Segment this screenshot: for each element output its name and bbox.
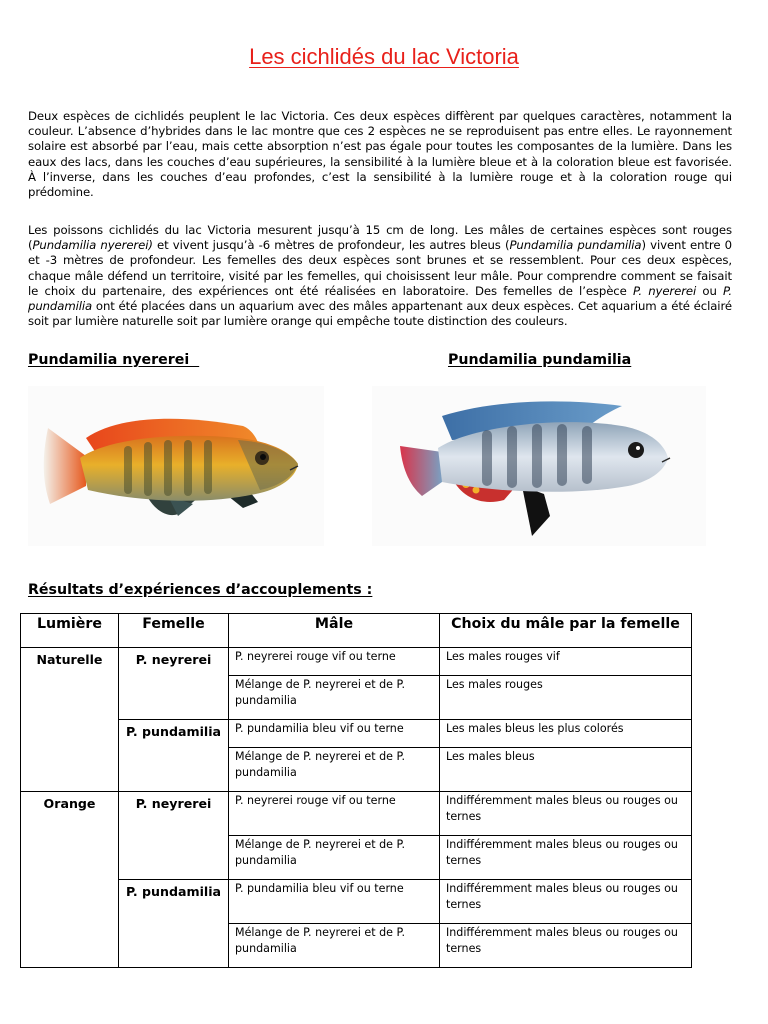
table-row bbox=[21, 792, 692, 836]
species-name-italic: P. nyererei bbox=[632, 283, 697, 298]
intro-paragraph: Deux espèces de cichlidés peuplent le lac Victoria. Ces deux espèces diffèrent par quelques caractères, notamment la couleur. L’absence d’hybrides dans le lac montre que ces 2 espèces ne se reproduisent pas entre elles. Le rayonnement solaire est absorbé par l’eau, mais cette absorption n’est pas égale pour toutes les composantes de la lumière. Dans les eaux des lacs, dans les couches d’eau supérieures, la sensibilité à la lumière bleue et à la coloration bleue est favorisée. À l’inverse, dans les couches d’eau profondes, c’est la sensibilité à la lumière rouge et à la coloration rouge qui prédomine. bbox=[28, 109, 732, 200]
paragraph-text: ou bbox=[696, 283, 724, 298]
paragraph-text: et vivent jusqu’à -6 mètres de profondeur, les autres bleus ( bbox=[152, 238, 510, 253]
light-cell: Orange bbox=[21, 792, 119, 968]
female-cell: P. neyrerei bbox=[119, 792, 229, 880]
choice-cell: Les males bleus bbox=[440, 748, 692, 792]
table-header-row bbox=[21, 614, 692, 648]
species-name-italic: P. pundamilia bbox=[28, 283, 732, 314]
male-cell: Mélange de P. neyrerei et de P. pundamilia bbox=[229, 748, 440, 792]
species-label-pundamilia: Pundamilia pundamilia bbox=[448, 352, 632, 368]
male-cell: P. pundamilia bleu vif ou terne bbox=[229, 720, 440, 748]
male-cell: Mélange de P. neyrerei et de P. pundamilia bbox=[229, 924, 440, 968]
female-cell: P. neyrerei bbox=[119, 648, 229, 720]
choice-cell: Indifféremment males bleus ou rouges ou ternes bbox=[440, 836, 692, 880]
description-paragraph bbox=[28, 223, 732, 329]
female-cell: P. pundamilia bbox=[119, 880, 229, 968]
male-cell: P. neyrerei rouge vif ou terne bbox=[229, 792, 440, 836]
choice-cell: Indifféremment males bleus ou rouges ou ternes bbox=[440, 880, 692, 924]
paragraph-text: ) vivent entre 0 et -3 mètres de profondeur. Les femelles des deux espèces sont brunes et se ressemblent. Pour ces deux espèces, chaque mâle défend un territoire, visité par les femelles, qui choisissent leur mâle. Pour comprendre comment se faisait le choix du partenaire, des expériences ont été réalisées en laboratoire. Des femelles de l’espèce bbox=[28, 238, 732, 298]
species-name-italic: Pundamilia nyererei) bbox=[32, 238, 153, 253]
male-cell: Mélange de P. neyrerei et de P. pundamilia bbox=[229, 676, 440, 720]
table-row bbox=[21, 648, 692, 676]
page-title: Les cichlidés du lac Victoria bbox=[249, 44, 519, 69]
choice-cell: Indifféremment males bleus ou rouges ou ternes bbox=[440, 792, 692, 836]
results-heading: Résultats d’expériences d’accouplements : bbox=[28, 582, 373, 598]
header-male: Mâle bbox=[229, 614, 440, 648]
female-cell: P. pundamilia bbox=[119, 720, 229, 792]
paragraph-text: Les poissons cichlidés du lac Victoria mesurent jusqu’à 15 cm de long. Les mâles de certaines espèces sont rouges ( bbox=[28, 223, 732, 253]
choice-cell: Indifféremment males bleus ou rouges ou ternes bbox=[440, 924, 692, 968]
header-female: Femelle bbox=[119, 614, 229, 648]
male-cell: Mélange de P. neyrerei et de P. pundamilia bbox=[229, 836, 440, 880]
light-cell: Naturelle bbox=[21, 648, 119, 792]
species-name-italic: Pundamilia pundamilia bbox=[509, 238, 642, 253]
fish-image-pundamilia bbox=[372, 386, 706, 546]
male-cell: P. neyrerei rouge vif ou terne bbox=[229, 648, 440, 676]
species-label-nyererei: Pundamilia nyererei bbox=[28, 352, 200, 368]
results-table bbox=[20, 613, 692, 968]
header-light: Lumière bbox=[21, 614, 119, 648]
choice-cell: Les males bleus les plus colorés bbox=[440, 720, 692, 748]
choice-cell: Les males rouges bbox=[440, 676, 692, 720]
paragraph-text: ont été placées dans un aquarium avec des mâles appartenant aux deux espèces. Cet aquarium a été éclairé soit par lumière naturelle soit par lumière orange qui empêche toute distinction des couleurs. bbox=[28, 299, 732, 329]
table-row bbox=[21, 880, 692, 924]
table-row bbox=[21, 720, 692, 748]
choice-cell: Les males rouges vif bbox=[440, 648, 692, 676]
male-cell: P. pundamilia bleu vif ou terne bbox=[229, 880, 440, 924]
header-choice: Choix du mâle par la femelle bbox=[440, 614, 692, 648]
fish-image-nyererei bbox=[28, 386, 324, 546]
